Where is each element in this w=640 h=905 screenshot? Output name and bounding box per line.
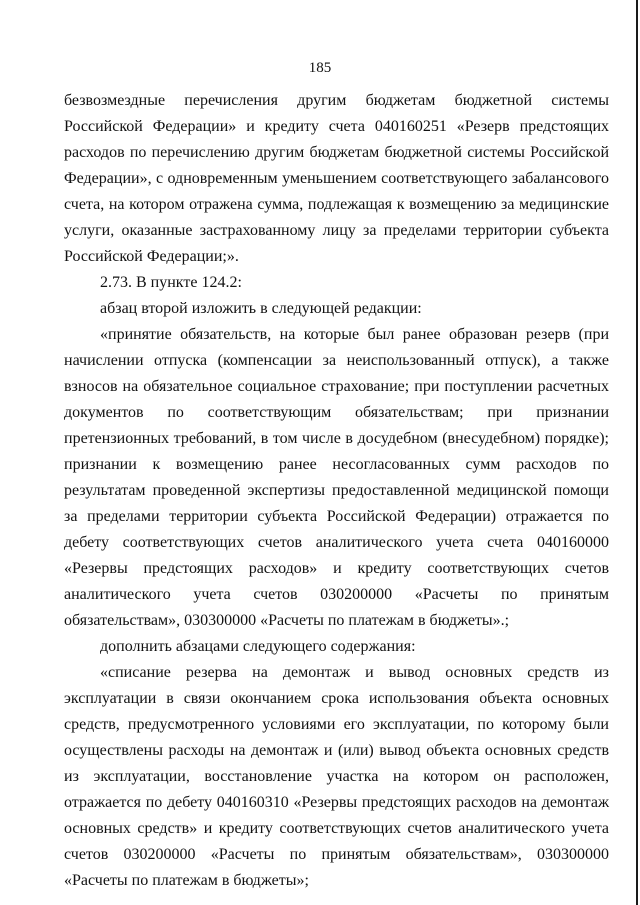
paragraph-instruction-add: дополнить абзацами следующего содержания: [100, 638, 416, 655]
paragraph-quoted-addition: «списание резерва на демонтаж и вывод основных средств из эксплуатации в связи окончанием срока использования объекта основных средств, предусмотренного условиями его эксплуатации, по которому были осуществлены расходы на демонтаж и (или) вывод объекта основных средств из эксплуатации, восстановление участка на котором он расположен, отражается по дебету 040160310 «Резервы предстоящих расходов на демонтаж основных средств» и кредиту соответствующих счетов аналитического учета счетов 030200000 «Расчеты по принятым обязательствам», 030300000 «Расчеты по платежам в бюджеты»; [64, 664, 609, 889]
paragraph-continuation: безвозмездные перечисления другим бюджетам бюджетной системы Российской Федерации» и кредиту счета 040160251 «Резерв предстоящих расходов по перечислению другим бюджетам бюджетной системы Российской Федерации», с одновременным уменьшением соответствующего забалансового счета, на котором отражена сумма, подлежащая к возмещению за медицинские услуги, оказанные застрахованному лицу за пределами территории субъекта Российской Федерации;». [64, 92, 609, 265]
paragraph-clause-heading: 2.73. В пункте 124.2: [100, 274, 242, 291]
paragraph-instruction-replace: абзац второй изложить в следующей редакции: [100, 300, 422, 317]
document-body [64, 88, 609, 894]
page-number: 185 [308, 60, 332, 76]
scan-edge-line [636, 0, 638, 905]
paragraph-quoted-amendment: «принятие обязательств, на которые был ранее образован резерв (при начислении отпуска (компенсации за неиспользованный отпуск), а также взносов на обязательное социальное страхование; при поступлении расчетных документов по соответствующим обязательствам; при признании претензионных требований, в том числе в досудебном (внесудебном) порядке); признании к возмещению ранее несогласованных сумм расходов по результатам проведенной экспертизы предоставленной медицинской помощи за пределами территории субъекта Российской Федерации) отражается по дебету соответствующих счетов аналитического учета счета 040160000 «Резервы предстоящих расходов» и кредиту соответствующих счетов аналитического учета счетов 030200000 «Расчеты по принятым обязательствам», 030300000 «Расчеты по платежам в бюджеты».; [64, 326, 609, 629]
